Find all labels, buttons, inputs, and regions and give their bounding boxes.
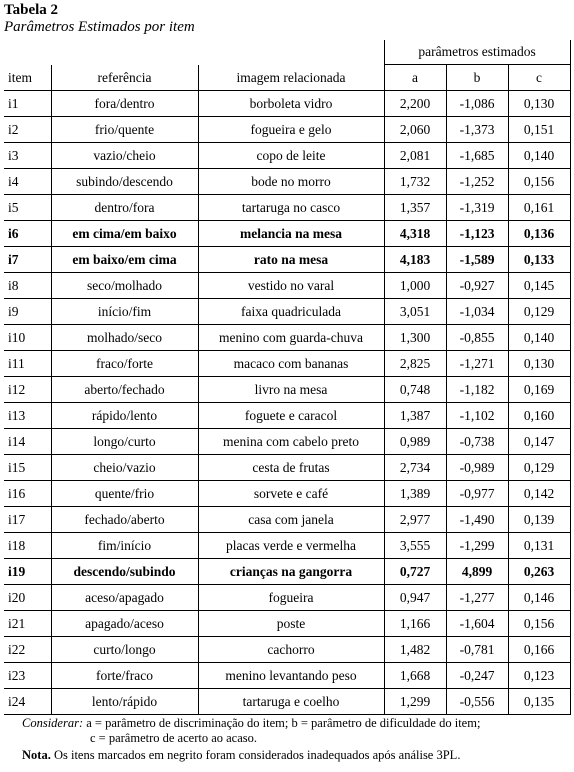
table-row (4, 273, 570, 299)
cell-a: 2,060 (384, 117, 446, 143)
cell-item: i8 (4, 273, 51, 299)
cell-imagem: cachorro (198, 637, 384, 663)
cell-a: 1,482 (384, 637, 446, 663)
cell-imagem: menino com guarda-chuva (198, 325, 384, 351)
cell-referencia: molhado/seco (51, 325, 198, 351)
cell-c: 0,140 (508, 143, 570, 169)
cell-c: 0,151 (508, 117, 570, 143)
cell-c: 0,142 (508, 481, 570, 507)
cell-c: 0,131 (508, 533, 570, 559)
cell-item: i13 (4, 403, 51, 429)
cell-b: -1,373 (446, 117, 508, 143)
cell-item: i12 (4, 377, 51, 403)
cell-c: 0,129 (508, 455, 570, 481)
cell-a: 1,166 (384, 611, 446, 637)
cell-item: i5 (4, 195, 51, 221)
table-row (4, 533, 570, 559)
column-header-c: c (508, 65, 570, 91)
cell-item: i4 (4, 169, 51, 195)
cell-a: 2,081 (384, 143, 446, 169)
cell-imagem: melancia na mesa (198, 221, 384, 247)
cell-c: 0,130 (508, 91, 570, 117)
cell-a: 0,947 (384, 585, 446, 611)
cell-imagem: faixa quadriculada (198, 299, 384, 325)
table-row (4, 351, 570, 377)
table-row (4, 689, 570, 715)
table-row (4, 481, 570, 507)
cell-referencia: fraco/forte (51, 351, 198, 377)
cell-imagem: rato na mesa (198, 247, 384, 273)
cell-b: -0,781 (446, 637, 508, 663)
cell-referencia: fora/dentro (51, 91, 198, 117)
table-row (4, 195, 570, 221)
cell-referencia: fechado/aberto (51, 507, 198, 533)
cell-c: 0,156 (508, 169, 570, 195)
nota-label: Nota. (22, 748, 51, 762)
cell-a: 1,387 (384, 403, 446, 429)
column-header-a: a (384, 65, 446, 91)
cell-referencia: quente/frio (51, 481, 198, 507)
table-row (4, 299, 570, 325)
cell-referencia: frio/quente (51, 117, 198, 143)
considerar-line2: c = parâmetro de acerto ao acaso. (90, 731, 258, 745)
considerar-note (4, 716, 570, 731)
cell-item: i16 (4, 481, 51, 507)
table-row (4, 221, 570, 247)
nota-text: Os itens marcados em negrito foram considerados inadequados após análise 3PL. (50, 748, 461, 762)
cell-b: -0,927 (446, 273, 508, 299)
table-row (4, 455, 570, 481)
cell-item: i10 (4, 325, 51, 351)
cell-c: 0,145 (508, 273, 570, 299)
cell-referencia: aberto/fechado (51, 377, 198, 403)
cell-item: i1 (4, 91, 51, 117)
cell-referencia: longo/curto (51, 429, 198, 455)
column-header-imagem: imagem relacionada (198, 65, 384, 91)
cell-item: i3 (4, 143, 51, 169)
cell-referencia: descendo/subindo (51, 559, 198, 585)
cell-item: i24 (4, 689, 51, 715)
cell-item: i18 (4, 533, 51, 559)
cell-imagem: tartaruga no casco (198, 195, 384, 221)
cell-c: 0,130 (508, 351, 570, 377)
cell-c: 0,146 (508, 585, 570, 611)
cell-a: 1,732 (384, 169, 446, 195)
cell-a: 2,200 (384, 91, 446, 117)
cell-item: i11 (4, 351, 51, 377)
cell-item: i19 (4, 559, 51, 585)
table-row (4, 507, 570, 533)
cell-c: 0,169 (508, 377, 570, 403)
cell-a: 0,748 (384, 377, 446, 403)
cell-item: i17 (4, 507, 51, 533)
cell-item: i15 (4, 455, 51, 481)
table-row (4, 611, 570, 637)
cell-c: 0,133 (508, 247, 570, 273)
table-row (4, 403, 570, 429)
table-row (4, 247, 570, 273)
group-header-label: parâmetros estimados (384, 40, 570, 65)
cell-referencia: apagado/aceso (51, 611, 198, 637)
cell-b: 4,899 (446, 559, 508, 585)
cell-c: 0,129 (508, 299, 570, 325)
cell-imagem: livro na mesa (198, 377, 384, 403)
cell-a: 1,668 (384, 663, 446, 689)
cell-c: 0,263 (508, 559, 570, 585)
cell-a: 2,825 (384, 351, 446, 377)
column-header-row (4, 65, 570, 91)
column-header-referencia: referência (51, 65, 198, 91)
cell-c: 0,140 (508, 325, 570, 351)
column-header-b: b (446, 65, 508, 91)
cell-b: -1,299 (446, 533, 508, 559)
cell-c: 0,135 (508, 689, 570, 715)
table-row (4, 585, 570, 611)
table-row (4, 91, 570, 117)
cell-c: 0,156 (508, 611, 570, 637)
cell-b: -1,277 (446, 585, 508, 611)
table-row (4, 559, 570, 585)
cell-referencia: curto/longo (51, 637, 198, 663)
cell-c: 0,136 (508, 221, 570, 247)
table-title: Tabela 2 (4, 2, 59, 18)
cell-b: -1,102 (446, 403, 508, 429)
table-row (4, 663, 570, 689)
cell-imagem: bode no morro (198, 169, 384, 195)
cell-item: i9 (4, 299, 51, 325)
cell-item: i7 (4, 247, 51, 273)
table-notes (4, 716, 570, 763)
cell-imagem: fogueira e gelo (198, 117, 384, 143)
cell-b: -1,319 (446, 195, 508, 221)
cell-referencia: aceso/apagado (51, 585, 198, 611)
cell-imagem: cesta de frutas (198, 455, 384, 481)
cell-imagem: menino levantando peso (198, 663, 384, 689)
cell-b: -0,738 (446, 429, 508, 455)
cell-c: 0,123 (508, 663, 570, 689)
cell-a: 1,000 (384, 273, 446, 299)
table-subtitle: Parâmetros Estimados por item (4, 19, 195, 35)
cell-imagem: borboleta vidro (198, 91, 384, 117)
cell-imagem: copo de leite (198, 143, 384, 169)
table-row (4, 325, 570, 351)
cell-b: -0,855 (446, 325, 508, 351)
cell-b: -1,589 (446, 247, 508, 273)
cell-b: -1,086 (446, 91, 508, 117)
cell-b: -1,490 (446, 507, 508, 533)
cell-a: 0,989 (384, 429, 446, 455)
cell-referencia: início/fim (51, 299, 198, 325)
cell-item: i6 (4, 221, 51, 247)
cell-b: -0,989 (446, 455, 508, 481)
cell-c: 0,166 (508, 637, 570, 663)
nota-note (4, 748, 570, 763)
cell-c: 0,160 (508, 403, 570, 429)
cell-referencia: subindo/descendo (51, 169, 198, 195)
cell-a: 1,357 (384, 195, 446, 221)
cell-a: 0,727 (384, 559, 446, 585)
cell-referencia: cheio/vazio (51, 455, 198, 481)
cell-imagem: fogueira (198, 585, 384, 611)
table-body (4, 91, 570, 715)
cell-b: -1,685 (446, 143, 508, 169)
cell-referencia: em baixo/em cima (51, 247, 198, 273)
cell-b: -1,271 (446, 351, 508, 377)
group-header-spacer (4, 40, 384, 65)
cell-c: 0,139 (508, 507, 570, 533)
cell-item: i23 (4, 663, 51, 689)
cell-imagem: menina com cabelo preto (198, 429, 384, 455)
cell-item: i14 (4, 429, 51, 455)
cell-a: 2,734 (384, 455, 446, 481)
table-row (4, 117, 570, 143)
cell-imagem: poste (198, 611, 384, 637)
table-row (4, 637, 570, 663)
considerar-line1: a = parâmetro de discriminação do item; b = parâmetro de dificuldade do item; (83, 716, 481, 730)
cell-imagem: sorvete e café (198, 481, 384, 507)
table-row (4, 143, 570, 169)
cell-a: 3,555 (384, 533, 446, 559)
table-row (4, 377, 570, 403)
cell-imagem: foguete e caracol (198, 403, 384, 429)
cell-item: i21 (4, 611, 51, 637)
cell-referencia: fim/início (51, 533, 198, 559)
cell-b: -1,604 (446, 611, 508, 637)
cell-b: -0,977 (446, 481, 508, 507)
cell-referencia: vazio/cheio (51, 143, 198, 169)
cell-item: i22 (4, 637, 51, 663)
cell-imagem: placas verde e vermelha (198, 533, 384, 559)
cell-b: -0,556 (446, 689, 508, 715)
cell-a: 4,318 (384, 221, 446, 247)
cell-a: 1,300 (384, 325, 446, 351)
parameters-table (4, 40, 571, 715)
cell-a: 2,977 (384, 507, 446, 533)
cell-c: 0,161 (508, 195, 570, 221)
cell-imagem: casa com janela (198, 507, 384, 533)
group-header-row (4, 40, 570, 65)
cell-a: 3,051 (384, 299, 446, 325)
cell-referencia: em cima/em baixo (51, 221, 198, 247)
cell-b: -1,182 (446, 377, 508, 403)
cell-imagem: tartaruga e coelho (198, 689, 384, 715)
cell-imagem: vestido no varal (198, 273, 384, 299)
cell-item: i2 (4, 117, 51, 143)
cell-b: -1,123 (446, 221, 508, 247)
column-header-item: item (4, 65, 51, 91)
cell-b: -0,247 (446, 663, 508, 689)
cell-b: -1,034 (446, 299, 508, 325)
cell-a: 1,299 (384, 689, 446, 715)
cell-referencia: seco/molhado (51, 273, 198, 299)
cell-imagem: macaco com bananas (198, 351, 384, 377)
cell-referencia: rápido/lento (51, 403, 198, 429)
cell-a: 1,389 (384, 481, 446, 507)
cell-a: 4,183 (384, 247, 446, 273)
table-row (4, 429, 570, 455)
cell-referencia: dentro/fora (51, 195, 198, 221)
cell-referencia: lento/rápido (51, 689, 198, 715)
cell-referencia: forte/fraco (51, 663, 198, 689)
cell-c: 0,147 (508, 429, 570, 455)
cell-imagem: crianças na gangorra (198, 559, 384, 585)
table-row (4, 169, 570, 195)
cell-item: i20 (4, 585, 51, 611)
considerar-label: Considerar: (22, 716, 84, 730)
cell-b: -1,252 (446, 169, 508, 195)
